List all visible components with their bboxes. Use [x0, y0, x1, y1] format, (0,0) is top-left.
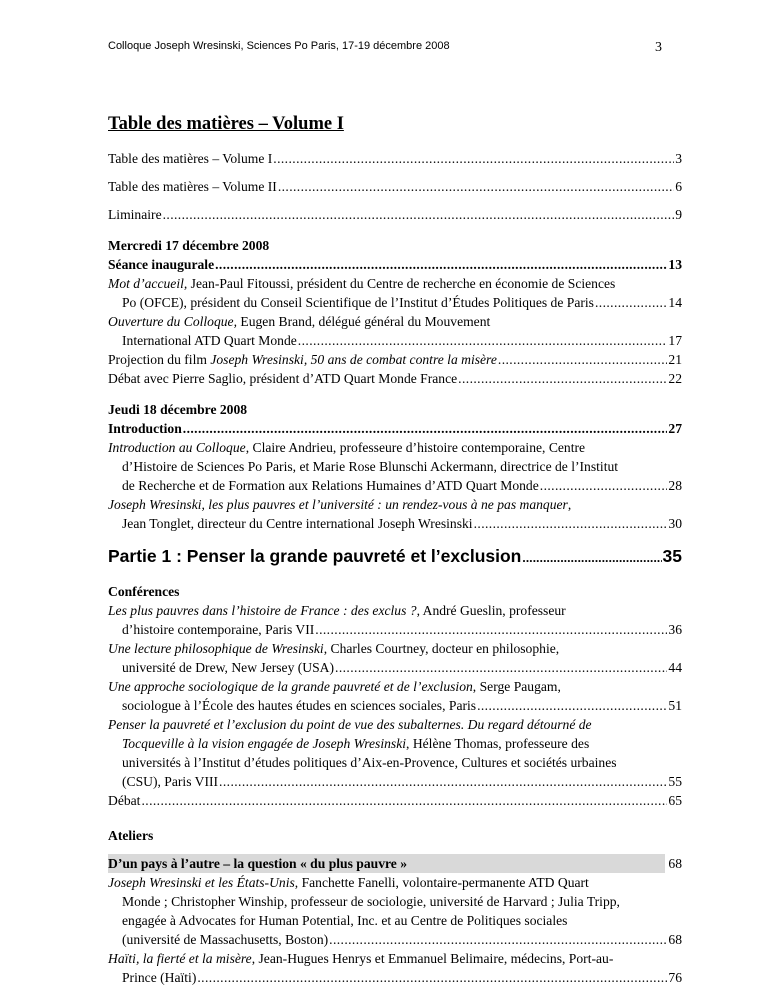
toc-entry[interactable]: Penser la pauvreté et l’exclusion du point de vue des subalternes. Du regard détourné de Tocqueville à la vision engagée de Joseph Wresinski, Hélène Thomas, professeure des universités à l’Institut d’études politiques d’Aix-en-Provence, Cultures et sociétés urbaines (CSU), Paris VIII ..... 55 — [108, 715, 682, 791]
toc-entry[interactable]: Table des matières – Volume II ..... 6 — [108, 177, 682, 196]
toc-entry[interactable]: Une lecture philosophique de Wresinski, Charles Courtney, docteur en philosophie, université de Drew, New Jersey (USA) ..... 44 — [108, 639, 682, 677]
toc-part-entry[interactable]: Partie 1 : Penser la grande pauvreté et l’exclusion ..... 35 — [108, 544, 682, 570]
section-heading: Ateliers — [108, 828, 154, 843]
toc-entry[interactable]: Les plus pauvres dans l’histoire de France : des exclus ?, André Gueslin, professeur d’histoire contemporaine, Paris VII ..... 36 — [108, 601, 682, 639]
day-heading: Mercredi 17 décembre 2008 — [108, 238, 270, 253]
toc-entry[interactable]: Introduction ..... 27 — [108, 419, 682, 438]
toc-entry[interactable]: Séance inaugurale ..... 13 — [108, 255, 682, 274]
toc-entry[interactable]: Joseph Wresinski et les États-Unis, Fanchette Fanelli, volontaire-permanente ATD Quart Monde ; Christopher Winship, professeur de sociologie, université de Harvard ; Julia Tripp, engagée à Advocates for Human Potential, Inc. et au Centre de Politiques sociales (université de Massachusetts, Boston) ..... 68 — [108, 873, 682, 949]
running-header: Colloque Joseph Wresinski, Sciences Po Paris, 17-19 décembre 2008 — [108, 40, 450, 52]
section-heading: Conférences — [108, 584, 180, 599]
toc-entry[interactable]: Débat avec Pierre Saglio, président d’ATD Quart Monde France ..... 22 — [108, 369, 682, 388]
atelier-title: D’un pays à l’autre – la question « du plus pauvre » — [108, 856, 408, 871]
toc-title: Table des matières – Volume I — [108, 114, 344, 134]
toc-entry[interactable]: Table des matières – Volume I ..... 3 — [108, 149, 682, 168]
toc-entry[interactable]: Une approche sociologique de la grande pauvreté et de l’exclusion, Serge Paugam, sociologue à l’École des hautes études en sciences sociales, Paris ..... 51 — [108, 677, 682, 715]
page-number: 3 — [655, 40, 662, 55]
toc-entry[interactable]: Introduction au Colloque, Claire Andrieu, professeure d’histoire contemporaine, Centre d’Histoire de Sciences Po Paris, et Marie Rose Blunschi Ackermann, directrice de l’Institut de Recherche et de Formation aux Relations Humaines d’ATD Quart Monde ..... 28 — [108, 438, 682, 495]
toc-entry[interactable]: Liminaire ..... 9 — [108, 205, 682, 224]
toc-entry[interactable]: Mot d’accueil, Jean-Paul Fitoussi, président du Centre de recherche en économie de Sciences Po (OFCE), président du Conseil Scientifique de l’Institut d’Études Politiques de Paris ..... 14 — [108, 274, 682, 312]
toc-entry[interactable]: Projection du film Joseph Wresinski, 50 ans de combat contre la misère ..... 21 — [108, 350, 682, 369]
toc-entry[interactable]: D’un pays à l’autre – la question « du plus pauvre » 68 — [108, 856, 682, 871]
table-of-contents — [108, 113, 682, 987]
toc-entry[interactable]: Débat ..... 65 — [108, 791, 682, 810]
toc-entry[interactable]: Haïti, la fierté et la misère, Jean-Hugues Henrys et Emmanuel Belimaire, médecins, Port-au- Prince (Haïti) ..... 76 — [108, 949, 682, 987]
day-heading: Jeudi 18 décembre 2008 — [108, 402, 248, 417]
toc-entry[interactable]: Ouverture du Colloque, Eugen Brand, délégué général du Mouvement International ATD Quart Monde ..... 17 — [108, 312, 682, 350]
toc-entry[interactable]: Joseph Wresinski, les plus pauvres et l’université : un rendez-vous à ne pas manquer, Jean Tonglet, directeur du Centre international Joseph Wresinski ..... 30 — [108, 495, 682, 533]
